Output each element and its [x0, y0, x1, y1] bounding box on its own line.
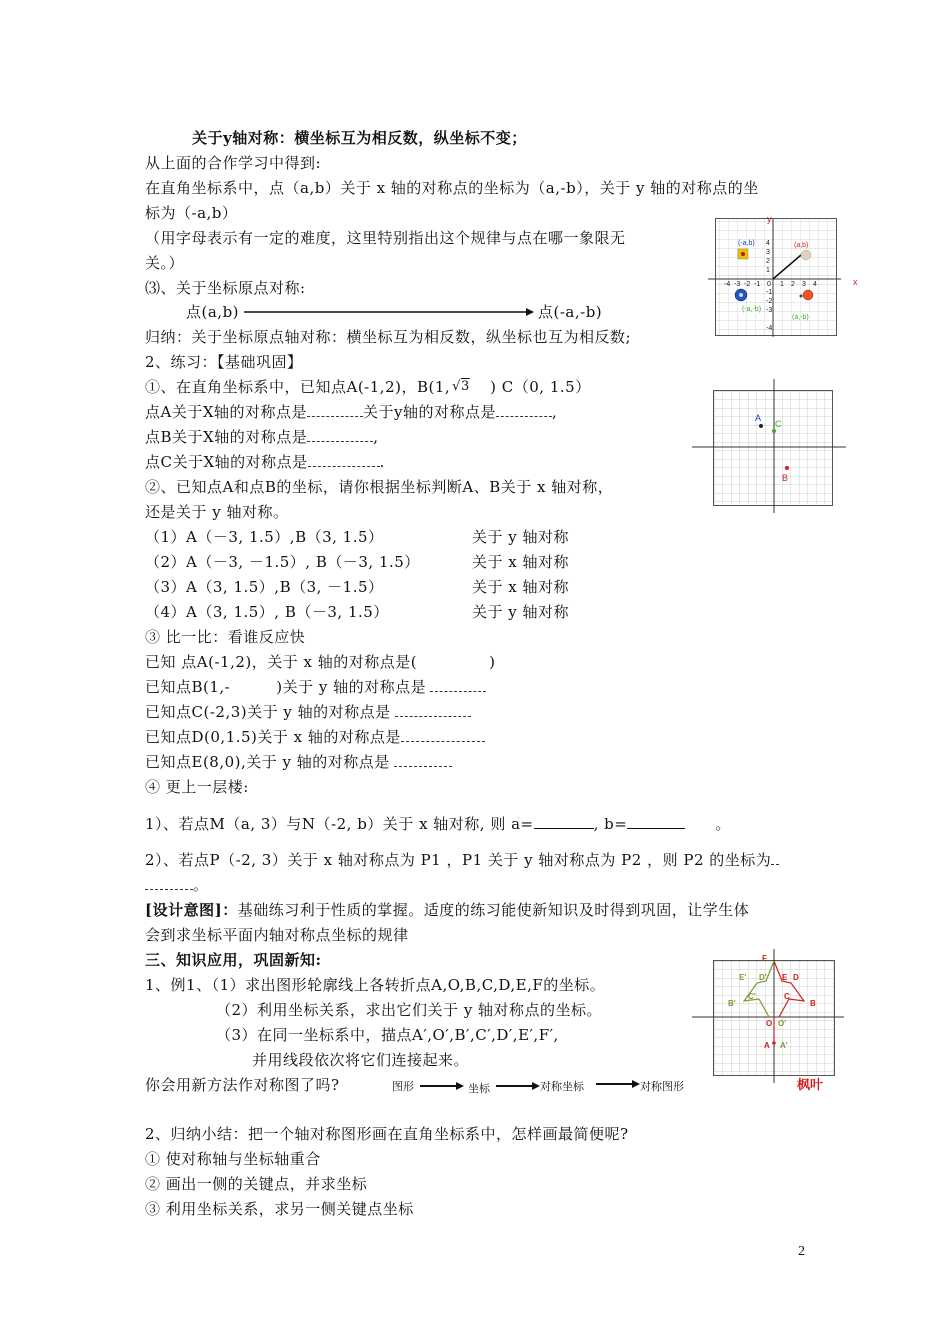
pair-answer: 关于 y 轴对称 [472, 528, 570, 546]
example-line: 你会用新方法作对称图了吗? [145, 1076, 340, 1094]
pair-answer: 关于 x 轴对称 [472, 578, 569, 596]
example-line: （2）利用坐标关系，求出它们关于 y 轴对称点的坐标。 [216, 1001, 603, 1019]
example-line: 1、例1、（1）求出图形轮廓线上各转折点A,O,B,C,D,E,F的坐标。 [145, 976, 606, 994]
exercise-line: 还是关于 y 轴对称。 [145, 503, 289, 521]
quiz-line: 已知点E(8,0),关于 y 轴的对称点是 [145, 752, 452, 772]
flow-step: 对称坐标 [540, 1081, 584, 1093]
challenge-line: 。 [145, 875, 209, 895]
summary-step: ① 使对称轴与坐标轴重合 [145, 1150, 321, 1168]
point-marker [741, 252, 745, 256]
point-label: 点(-a,-b) [538, 303, 603, 321]
summary-heading: 2、归纳小结：把一个轴对称图形画在直角坐标系中，怎样画最简便呢? [145, 1125, 629, 1143]
tick-label: 3 [766, 249, 770, 256]
flow-step: 图形 [392, 1081, 414, 1093]
point-label: E [782, 973, 788, 982]
text-line: 标为（-a,b） [145, 204, 238, 222]
challenge-line: 1）、若点M（a, 3）与N（-2, b）关于 x 轴对称, 则 a= , b= 。 [145, 815, 731, 833]
tick-label: 2 [766, 258, 770, 265]
exercise-line: 点C关于X轴的对称点是 . [145, 453, 385, 471]
tick-label: 4 [766, 240, 770, 247]
answer-blank[interactable] [308, 452, 380, 467]
point-marker [772, 1041, 776, 1045]
point-label: O' [778, 1019, 787, 1028]
point-label: A [764, 1041, 770, 1050]
answer-blank[interactable] [401, 727, 485, 742]
design-intent: [设计意图]：基础练习利于性质的掌握。适度的练习能使新知识及时得到巩固，让学生体 [145, 901, 750, 919]
tick-label: 1 [780, 281, 784, 288]
answer-blank[interactable] [430, 677, 486, 692]
point-label: (-a,-b) [742, 306, 762, 313]
arrow-line [244, 305, 534, 319]
x-axis-label: x [853, 277, 858, 287]
exercise-line: 点B关于X轴的对称点是 , [145, 428, 379, 446]
y-axis-label: y [767, 214, 772, 224]
summary-line: 归纳：关于坐标原点轴对称：横坐标互为相反数，纵坐标也互为相反数; [145, 328, 632, 346]
point-label: A' [780, 1041, 788, 1050]
point-label: (-a,b) [738, 240, 755, 247]
tick-label: -4 [766, 325, 773, 332]
point-label: (a,b) [794, 242, 809, 249]
text-line: 从上面的合作学习中得到: [145, 154, 322, 172]
answer-blank[interactable] [771, 850, 779, 865]
tick-label: 1 [766, 267, 770, 274]
point-label: D [793, 973, 799, 982]
answer-blank[interactable] [307, 427, 373, 442]
point-marker [803, 290, 813, 300]
point-label: C [784, 992, 790, 1001]
answer-blank[interactable] [395, 702, 471, 717]
pair-points: （1）A（－3, 1.5）,B（3, 1.5） [145, 528, 384, 546]
challenge-line: 2）、若点P（-2, 3）关于 x 轴对称点为 P1 ，P1 关于 y 轴对称点为 P2 ，则 P2 的坐标为 [145, 850, 779, 870]
quiz-line: 已知 点A(-1,2)，关于 x 轴的对称点是( ) [145, 653, 496, 671]
pair-points: （4）A（3, 1.5）, B（－3, 1.5） [145, 603, 389, 621]
answer-blank[interactable] [307, 402, 363, 417]
exercise-text: ) C（0, 1.5） [490, 378, 591, 396]
sqrt-radicand: 3 [460, 379, 470, 394]
design-intent: 会到求坐标平面内轴对称点坐标的规律 [145, 926, 409, 944]
tick-label: -1 [766, 289, 773, 296]
section-heading: ④ 更上一层楼: [145, 778, 249, 796]
quiz-line: 已知点C(-2,3)关于 y 轴的对称点是 [145, 702, 471, 722]
pair-points: （2）A（－3, －1.5）, B（－3, 1.5） [145, 553, 420, 571]
tick-label: 4 [813, 281, 817, 288]
quiz-line: 已知点B(1,- )关于 y 轴的对称点是 [145, 677, 486, 697]
point-label: C' [748, 992, 756, 1001]
flow-arrow [496, 1080, 540, 1092]
section-heading: 2、练习：【基础巩固】 [145, 353, 303, 371]
pair-points: （3）A（3, 1.5）,B（3, －1.5） [145, 578, 384, 596]
tick-label: 0 [767, 281, 771, 288]
point-label: B [782, 473, 789, 483]
flow-step: 对称图形 [640, 1081, 684, 1093]
point-C [772, 429, 776, 433]
figure-symmetry-coordinates [715, 214, 858, 336]
section-heading: ③ 比一比：看谁反应快 [145, 628, 306, 646]
flow-step: 坐标 [468, 1083, 490, 1095]
tick-label: 3 [802, 281, 806, 288]
answer-blank-a[interactable] [534, 814, 594, 829]
point-label: F [762, 954, 767, 963]
quiz-line: 已知点D(0,1.5)关于 x 轴的对称点是 [145, 727, 485, 747]
example-line: （3）在同一坐标系中，描点A′,O′,B′,C′,D′,E′,F′, [216, 1026, 559, 1044]
answer-blank[interactable] [145, 875, 193, 890]
point-label: O [766, 1019, 773, 1028]
point-marker [801, 250, 811, 260]
section-heading: ⑶、关于坐标原点对称: [145, 279, 306, 297]
figure-maple-leaf [713, 954, 835, 1076]
point-A [759, 424, 763, 428]
summary-step: ② 画出一侧的关键点，并求坐标 [145, 1175, 368, 1193]
tick-label: -2 [766, 298, 773, 305]
rule-y-axis: 关于y轴对称：横坐标互为相反数，纵坐标不变； [192, 129, 527, 147]
tick-label: -3 [766, 307, 773, 314]
exercise-text: ①、在直角坐标系中，已知点A(-1,2)，B(1, [145, 378, 451, 396]
point-label: 点(a,b) [186, 303, 240, 321]
point-marker [800, 295, 803, 298]
point-label: A [755, 413, 762, 423]
section-heading: 三、知识应用，巩固新知: [145, 951, 322, 969]
text-line: 在直角坐标系中，点（a,b）关于 x 轴的对称点的坐标为（a,-b），关于 y 轴的对称点的坐 [145, 179, 759, 197]
tick-label: -1 [754, 281, 761, 288]
exercise-line: 点A关于X轴的对称点是 关于y轴的对称点是 , [145, 403, 558, 421]
point-label: D' [759, 973, 767, 982]
figure-points-grid [713, 390, 833, 506]
tick-label: -2 [744, 281, 751, 288]
answer-blank-b[interactable] [627, 814, 685, 829]
pair-answer: 关于 x 轴对称 [472, 553, 569, 571]
example-line: 并用线段依次将它们连接起来。 [252, 1051, 470, 1069]
tick-label: -4 [724, 281, 731, 288]
flow-arrow [596, 1078, 640, 1090]
text-line: （用字母表示有一定的难度，这里特别指出这个规律与点在哪一象限无 [145, 229, 626, 247]
point-label: C [775, 419, 782, 429]
exercise-line: ①、在直角坐标系中，已知点A(-1,2)，B(1, √3 ) C（0, 1.5） [145, 378, 591, 396]
point-B [785, 466, 789, 470]
point-label: B [810, 999, 816, 1008]
point-label: B' [728, 999, 736, 1008]
tick-label: 2 [791, 281, 795, 288]
flow-arrow [420, 1080, 464, 1092]
text-line: 关。） [145, 254, 185, 272]
tick-label: -3 [734, 281, 741, 288]
figure-caption: 枫叶 [797, 1078, 824, 1093]
pair-answer: 关于 y 轴对称 [472, 603, 570, 621]
summary-step: ③ 利用坐标关系，求另一侧关键点坐标 [145, 1200, 414, 1218]
point-marker [739, 293, 743, 297]
answer-blank[interactable] [394, 752, 452, 767]
page-number: 2 [798, 1244, 805, 1259]
point-label: E' [739, 973, 747, 982]
exercise-line: ②、已知点A和点B的坐标，请你根据坐标判断A、B关于 x 轴对称， [145, 478, 614, 496]
answer-blank[interactable] [496, 402, 552, 417]
point-label: (a,-b) [792, 314, 809, 321]
